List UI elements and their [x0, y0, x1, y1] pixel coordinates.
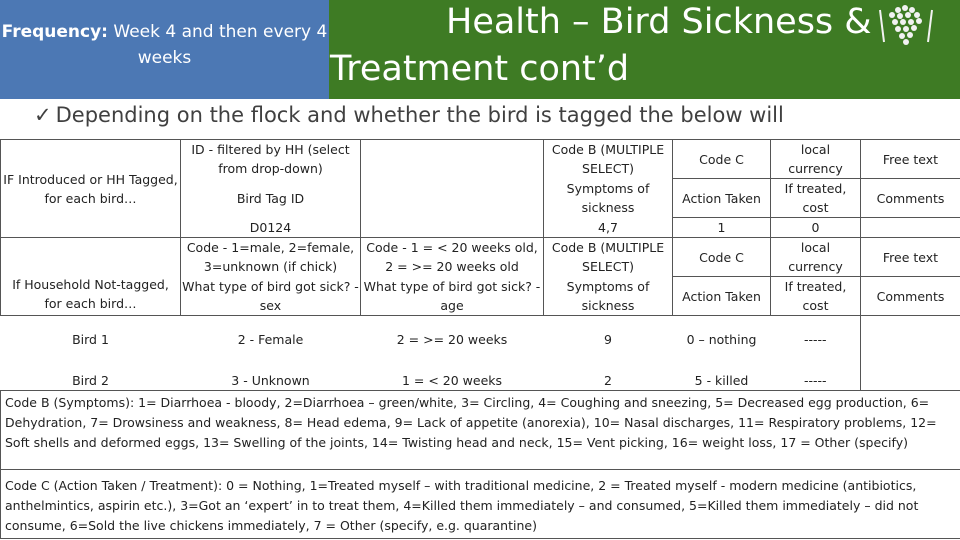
free-text-header: Free text [861, 238, 960, 277]
empty-cell [361, 218, 544, 238]
instruction-text: Depending on the flock and whether the bird is tagged the below will [55, 103, 784, 127]
free-text-header: Free text [861, 140, 960, 179]
bird-cost: ----- [771, 363, 861, 391]
bird-tag-example: D0124 [181, 218, 361, 238]
title-line-1: Health – Bird Sickness & [446, 2, 872, 42]
bird-sex: 2 - Female [237, 331, 304, 347]
code-b-key: Code B (Symptoms): 1= Diarrhoea - bloody, 2=Diarrhoea – green/white, 3= Circling, 4= Coughing and sneezing, 5= Decreased egg production, 6= Dehydration, 7= Drowsiness and weakness, 8= Head edema, 9= Lack of appetite (anorexia), 10= Nasal discharges, 11= Respiratory problems, 12= Soft shells and deformed eggs, 13= Swelling of the joints, 14= Twisting head and neck, 15= Vent picking, 16= weight loss, 17 = Other (specify) [1, 391, 960, 470]
bird-name: Bird 1 [72, 331, 109, 347]
if-treated-header: If treated, cost [771, 277, 861, 316]
id-header: ID - filtered by HH (select from drop-down) [181, 140, 361, 179]
code-b-example: 4,7 [544, 218, 673, 238]
table-row [1, 316, 960, 363]
frequency-label: Frequency: [1, 22, 108, 42]
local-currency-header: local currency [771, 140, 861, 179]
empty-cell [861, 363, 960, 391]
comments-header: Comments [861, 277, 960, 316]
frequency-box [0, 0, 329, 99]
if-treated-header: If treated, cost [771, 179, 861, 218]
bird-age: 1 = < 20 weeks [361, 363, 544, 391]
untagged-section-label: If Household Not-tagged, for each bird… [1, 238, 181, 316]
tagged-section-label: IF Introduced or HH Tagged, for each bird… [1, 140, 181, 238]
bird-name: Bird 2 [1, 363, 181, 391]
cost-example: 0 [771, 218, 861, 238]
symptoms-header: Symptoms of sickness [544, 277, 673, 316]
bird-code-c: 5 - killed [673, 363, 771, 391]
sex-question: What type of bird got sick? - sex [181, 277, 361, 316]
empty-cell [861, 218, 960, 238]
bird-cost: ----- [803, 331, 827, 347]
bird-tag-header: Bird Tag ID [181, 179, 361, 218]
bird-sickness-table [0, 139, 960, 539]
bird-code-b: 2 [544, 363, 673, 391]
code-c-header: Code C [673, 238, 771, 277]
bird-code-b: 9 [604, 331, 612, 347]
code-c-key: Code C (Action Taken / Treatment): 0 = Nothing, 1=Treated myself – with traditional medicine, 2 = Treated myself - modern medicine (antibiotics, anthelmintics, aspirin etc.), 3=Got an ‘expert’ in to treat them, 4=Killed them immediately – and consumed, 5=Killed them immediately – did not consume, 6=Sold the live chickens immediately, 7 = Other (specify, e.g. quarantine) [1, 470, 960, 539]
slide-header [0, 0, 960, 99]
code-c-example: 1 [673, 218, 771, 238]
comments-header: Comments [861, 179, 960, 218]
action-taken-header: Action Taken [673, 277, 771, 316]
checkmark-icon: ✓ [34, 103, 52, 127]
sex-code-header: Code - 1=male, 2=female, 3=unknown (if chick) [181, 238, 361, 277]
frequency-value: Week 4 and then every 4 weeks [113, 22, 328, 68]
bird-age: 2 = >= 20 weeks [396, 331, 508, 347]
bird-code-c: 0 – nothing [686, 331, 757, 347]
empty-cell [361, 140, 544, 218]
age-question: What type of bird got sick? - age [361, 277, 544, 316]
symptoms-header: Symptoms of sickness [544, 179, 673, 218]
slide-title [330, 0, 890, 99]
title-line-2: Treatment cont’d [330, 49, 630, 89]
action-taken-header: Action Taken [673, 179, 771, 218]
age-code-header: Code - 1 = < 20 weeks old, 2 = >= 20 weeks old [361, 238, 544, 277]
bird-sex: 3 - Unknown [181, 363, 361, 391]
local-currency-header: local currency [771, 238, 861, 277]
code-b-header: Code B (MULTIPLE SELECT) [544, 140, 673, 179]
table-row [1, 363, 960, 391]
code-c-header: Code C [673, 140, 771, 179]
instruction-bullet [34, 103, 784, 127]
code-b-header: Code B (MULTIPLE SELECT) [544, 238, 673, 277]
empty-cell [861, 316, 960, 363]
grape-cluster-logo-icon [874, 2, 936, 50]
